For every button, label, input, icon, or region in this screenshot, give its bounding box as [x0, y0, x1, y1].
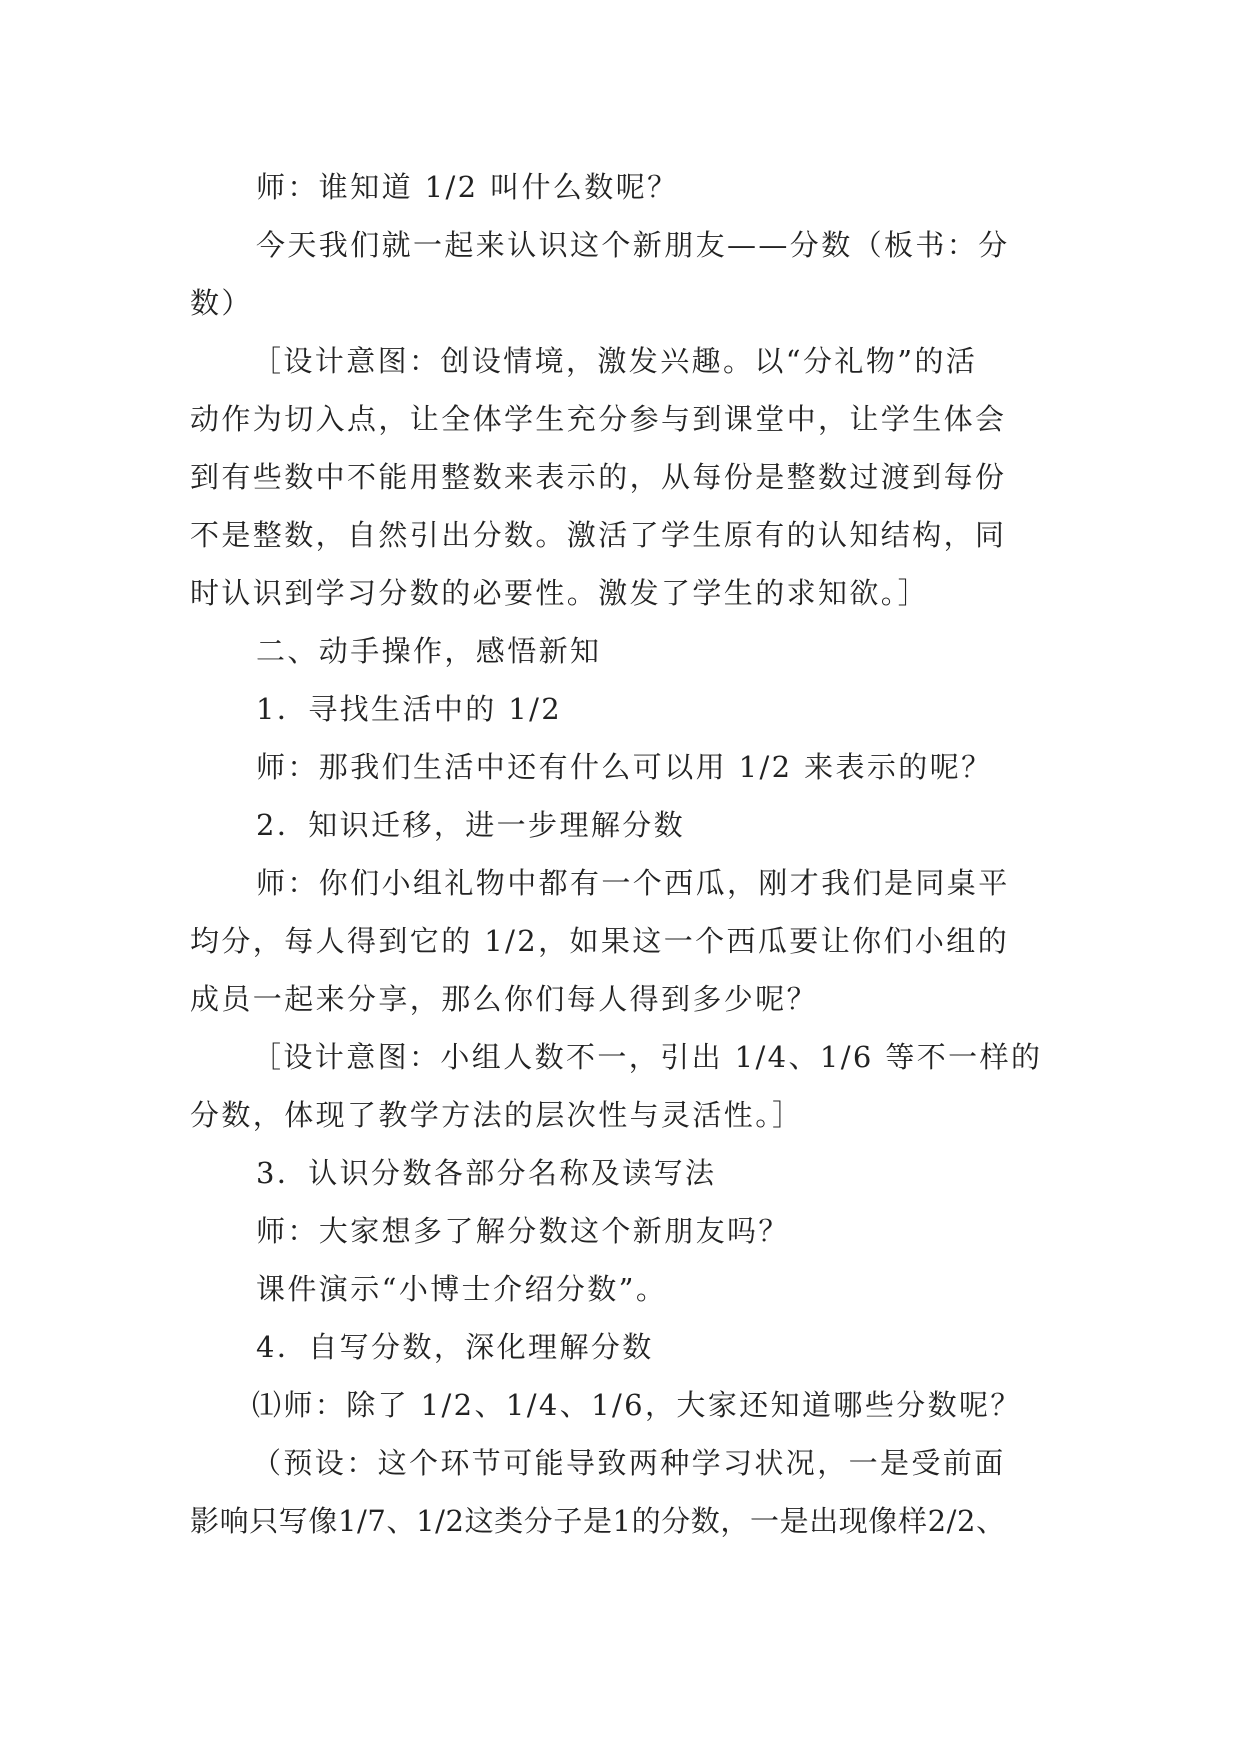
- text-line: 均分，每人得到它的 1/2，如果这一个西瓜要让你们小组的: [190, 924, 1010, 958]
- subsection-heading: 2．知识迁移，进一步理解分数: [256, 808, 686, 842]
- text-line: 师：大家想多了解分数这个新朋友吗？: [256, 1214, 790, 1248]
- text-line: 师：那我们生活中还有什么可以用 1/2 来表示的呢？: [256, 750, 993, 784]
- text-line: 数）: [190, 286, 253, 320]
- text-line: 动作为切入点，让全体学生充分参与到课堂中，让学生体会: [190, 402, 1007, 436]
- text-line: 分数，体现了教学方法的层次性与灵活性。］: [190, 1098, 804, 1132]
- text-line: 师：你们小组礼物中都有一个西瓜，刚才我们是同桌平: [256, 866, 1010, 900]
- subsection-heading: 3．认识分数各部分名称及读写法: [256, 1156, 717, 1190]
- text-line: 影响只写像1/7、1/2这类分子是1的分数，一是出现像样2/2、: [190, 1504, 1006, 1538]
- text-line: 不是整数，自然引出分数。激活了学生原有的认知结构，同: [190, 518, 1007, 552]
- text-line: 今天我们就一起来认识这个新朋友——分数（板书：分: [256, 228, 1010, 262]
- text-line: ［设计意图：小组人数不一，引出 1/4、1/6 等不一样的: [252, 1040, 1043, 1074]
- text-line: ［设计意图：创设情境，激发兴趣。以“分礼物”的活: [252, 344, 978, 378]
- text-line: ⑴师：除了 1/2、1/4、1/6，大家还知道哪些分数呢？: [252, 1388, 1022, 1422]
- text-line: 师：谁知道 1/2 叫什么数呢？: [256, 170, 679, 204]
- text-line: 到有些数中不能用整数来表示的，从每份是整数过渡到每份: [190, 460, 1007, 494]
- text-line: （预设：这个环节可能导致两种学习状况，一是受前面: [252, 1446, 1006, 1480]
- text-line: 课件演示“小博士介绍分数”。: [256, 1272, 668, 1306]
- subsection-heading: 4．自写分数，深化理解分数: [256, 1330, 654, 1364]
- text-line: 时认识到学习分数的必要性。激发了学生的求知欲。］: [190, 576, 930, 610]
- document-body: [190, 158, 1058, 1550]
- text-line: 成员一起来分享，那么你们每人得到多少呢？: [190, 982, 819, 1016]
- section-heading: 二、动手操作，感悟新知: [256, 634, 602, 668]
- subsection-heading: 1．寻找生活中的 1/2: [256, 692, 563, 726]
